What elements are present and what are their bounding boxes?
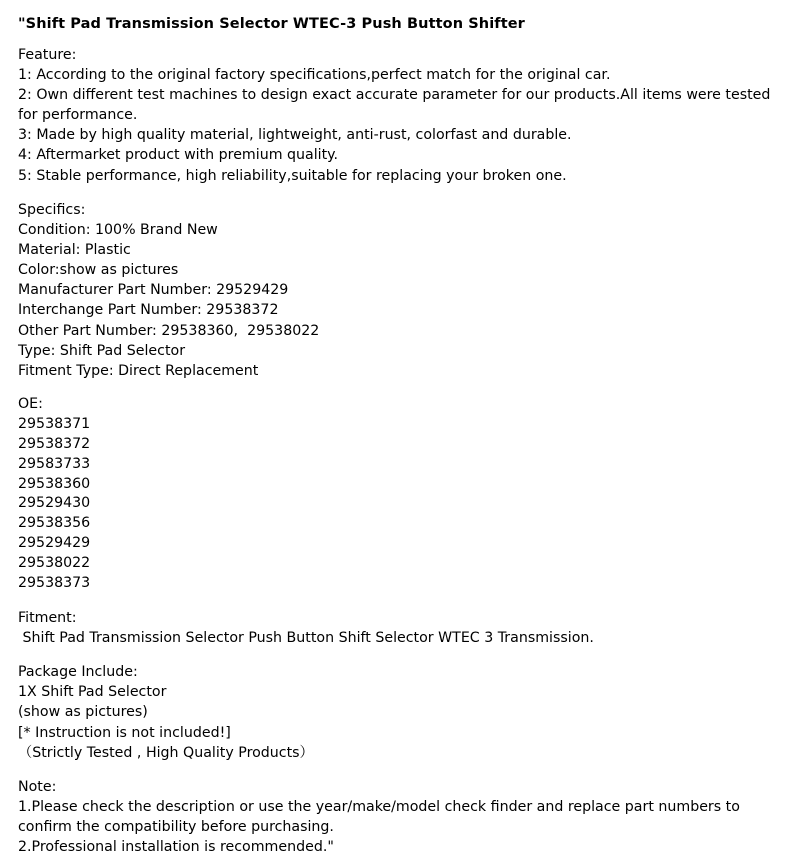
feature-line-2: 2: Own different test machines to design exact accurate parameter for our products.All items were tested for performance. [18,86,775,124]
feature-line-4: 4: Aftermarket product with premium quality. [18,147,339,164]
oe-number: 29538371 [18,415,91,432]
fitment-line: Shift Pad Transmission Selector Push Button Shift Selector WTEC 3 Transmission. [18,629,594,646]
oe-number: 29538356 [18,515,91,532]
oe-number: 29538022 [18,555,91,572]
spec-color: Color:show as pictures [18,262,179,279]
package-note-quality: （Strictly Tested , High Quality Products） [18,744,314,761]
section-oe [18,395,782,594]
spec-fitment-type: Fitment Type: Direct Replacement [18,362,259,379]
oe-number: 29538373 [18,574,91,591]
spec-condition: Condition: 100% Brand New [18,221,218,238]
feature-line-5: 5: Stable performance, high reliability,suitable for replacing your broken one. [18,167,567,184]
spec-manufacturer-part-number: Manufacturer Part Number: 29529429 [18,282,289,299]
section-heading: Note: [18,778,57,795]
section-package-include [18,662,782,763]
oe-number: 29529429 [18,535,91,552]
package-item: 1X Shift Pad Selector [18,684,167,701]
package-note-pictures: (show as pictures) [18,704,148,721]
note-line-2: 2.Professional installation is recommended." [18,839,334,856]
section-heading: Fitment: [18,609,77,626]
oe-number: 29538372 [18,435,91,452]
section-heading: Feature: [18,46,77,63]
section-fitment [18,608,782,648]
page-title: "Shift Pad Transmission Selector WTEC-3 Push Button Shifter [18,16,525,32]
feature-line-1: 1: According to the original factory specifications,perfect match for the original car. [18,66,611,83]
oe-number: 29583733 [18,455,91,472]
section-heading: Package Include: [18,664,138,681]
section-heading: Specifics: [18,201,86,218]
note-line-1: 1.Please check the description or use the year/make/model check finder and replace part numbers to confirm the compatibility before purchasing. [18,799,745,836]
spec-type: Type: Shift Pad Selector [18,342,186,359]
package-note-instruction: [* Instruction is not included!] [18,724,231,741]
section-feature [18,45,782,186]
oe-number: 29529430 [18,495,91,512]
section-note [18,777,782,858]
spec-other-part-number: Other Part Number: 29538360, 29538022 [18,322,320,339]
section-specifics [18,200,782,381]
spec-material: Material: Plastic [18,241,131,258]
feature-line-3: 3: Made by high quality material, lightweight, anti-rust, colorfast and durable. [18,127,572,144]
spec-interchange-part-number: Interchange Part Number: 29538372 [18,302,279,319]
section-heading: OE: [18,396,43,413]
oe-number: 29538360 [18,475,91,492]
